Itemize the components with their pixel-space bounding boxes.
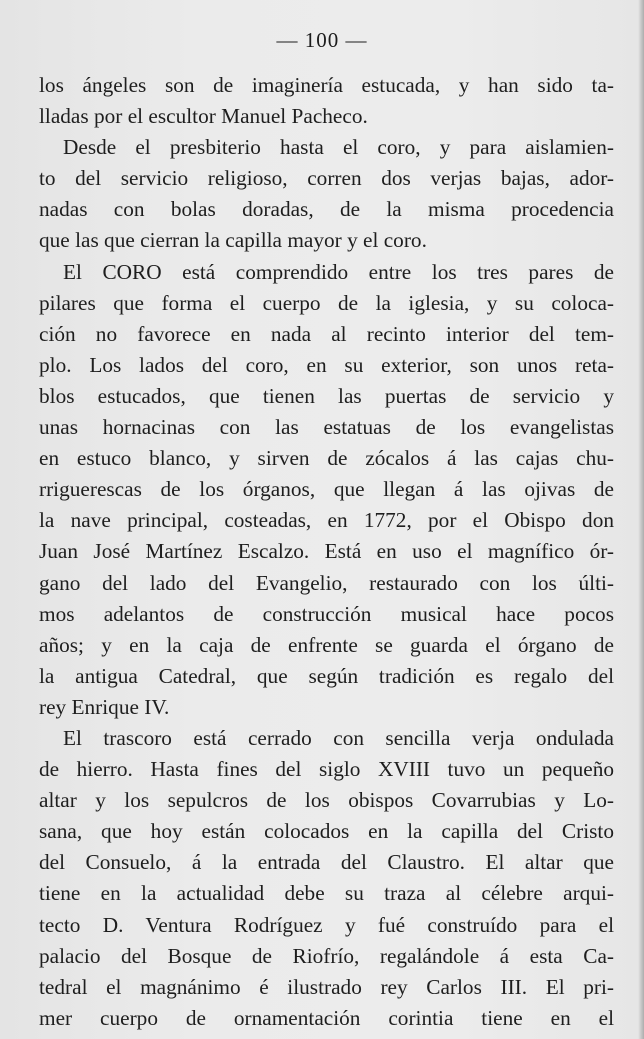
text-line: rey Enrique IV. <box>39 694 170 719</box>
text-line: mer cuerpo de ornamentación corintia tiene en el <box>39 1005 614 1030</box>
text-line: tedral el magnánimo é ilustrado rey Carlos III. El pri- <box>39 974 614 999</box>
text-line: plo. Los lados del coro, en su exterior, son unos reta- <box>39 352 614 377</box>
page-edge-shadow <box>638 0 644 1039</box>
text-line: mos adelantos de construcción musical hace pocos <box>39 601 614 626</box>
text-line: que las que cierran la capilla mayor y el coro. <box>39 228 427 253</box>
text-line: palacio del Bosque de Riofrío, regalándole á esta Ca- <box>39 943 614 968</box>
text-line: tiene en la actualidad debe su traza al célebre arqui- <box>39 881 614 906</box>
text-line: nadas con bolas doradas, de la misma procedencia <box>39 197 614 222</box>
text-line: pilares que forma el cuerpo de la iglesia, y su coloca- <box>39 290 614 315</box>
text-line: la antigua Catedral, que según tradición es regalo del <box>39 663 614 688</box>
text-line: sana, que hoy están colocados en la capilla del Cristo <box>39 819 614 844</box>
paragraph-start-line: El CORO está comprendido entre los tres pares de <box>63 259 614 284</box>
paragraph-start-line: El trascoro está cerrado con sencilla verja ondulada <box>63 725 614 750</box>
paragraph-start-line: Desde el presbiterio hasta el coro, y para aislamien- <box>63 135 614 160</box>
text-line: de hierro. Hasta fines del siglo XVIII tuvo un pequeño <box>39 757 614 782</box>
text-line: la nave principal, costeadas, en 1772, por el Obispo don <box>39 508 614 533</box>
text-line: unas hornacinas con las estatuas de los evangelistas <box>39 415 614 440</box>
text-line: to del servicio religioso, corren dos verjas bajas, ador- <box>39 166 614 191</box>
text-line: altar y los sepulcros de los obispos Covarrubias y Lo- <box>39 788 614 813</box>
text-line: los ángeles son de imaginería estucada, y han sido ta- <box>39 73 614 97</box>
text-line: en estuco blanco, y sirven de zócalos á las cajas chu- <box>39 446 614 471</box>
text-line: blos estucados, que tienen las puertas de servicio y <box>39 383 614 408</box>
text-line: tecto D. Ventura Rodríguez y fué construído para el <box>39 912 614 937</box>
text-line: lladas por el escultor Manuel Pacheco. <box>39 104 368 129</box>
text-line: años; y en la caja de enfrente se guarda el órgano de <box>39 632 614 657</box>
text-line: Juan José Martínez Escalzo. Está en uso el magnífico ór- <box>39 539 614 564</box>
page-number: — 100 — <box>276 28 368 52</box>
text-line: gano del lado del Evangelio, restaurado con los últi- <box>39 570 614 595</box>
text-line: ción no favorece en nada al recinto interior del tem- <box>39 321 614 346</box>
body-text <box>39 70 614 1034</box>
text-line: del Consuelo, á la entrada del Claustro. El altar que <box>39 850 614 875</box>
text-line: rriguerescas de los órganos, que llegan á las ojivas de <box>39 477 614 502</box>
